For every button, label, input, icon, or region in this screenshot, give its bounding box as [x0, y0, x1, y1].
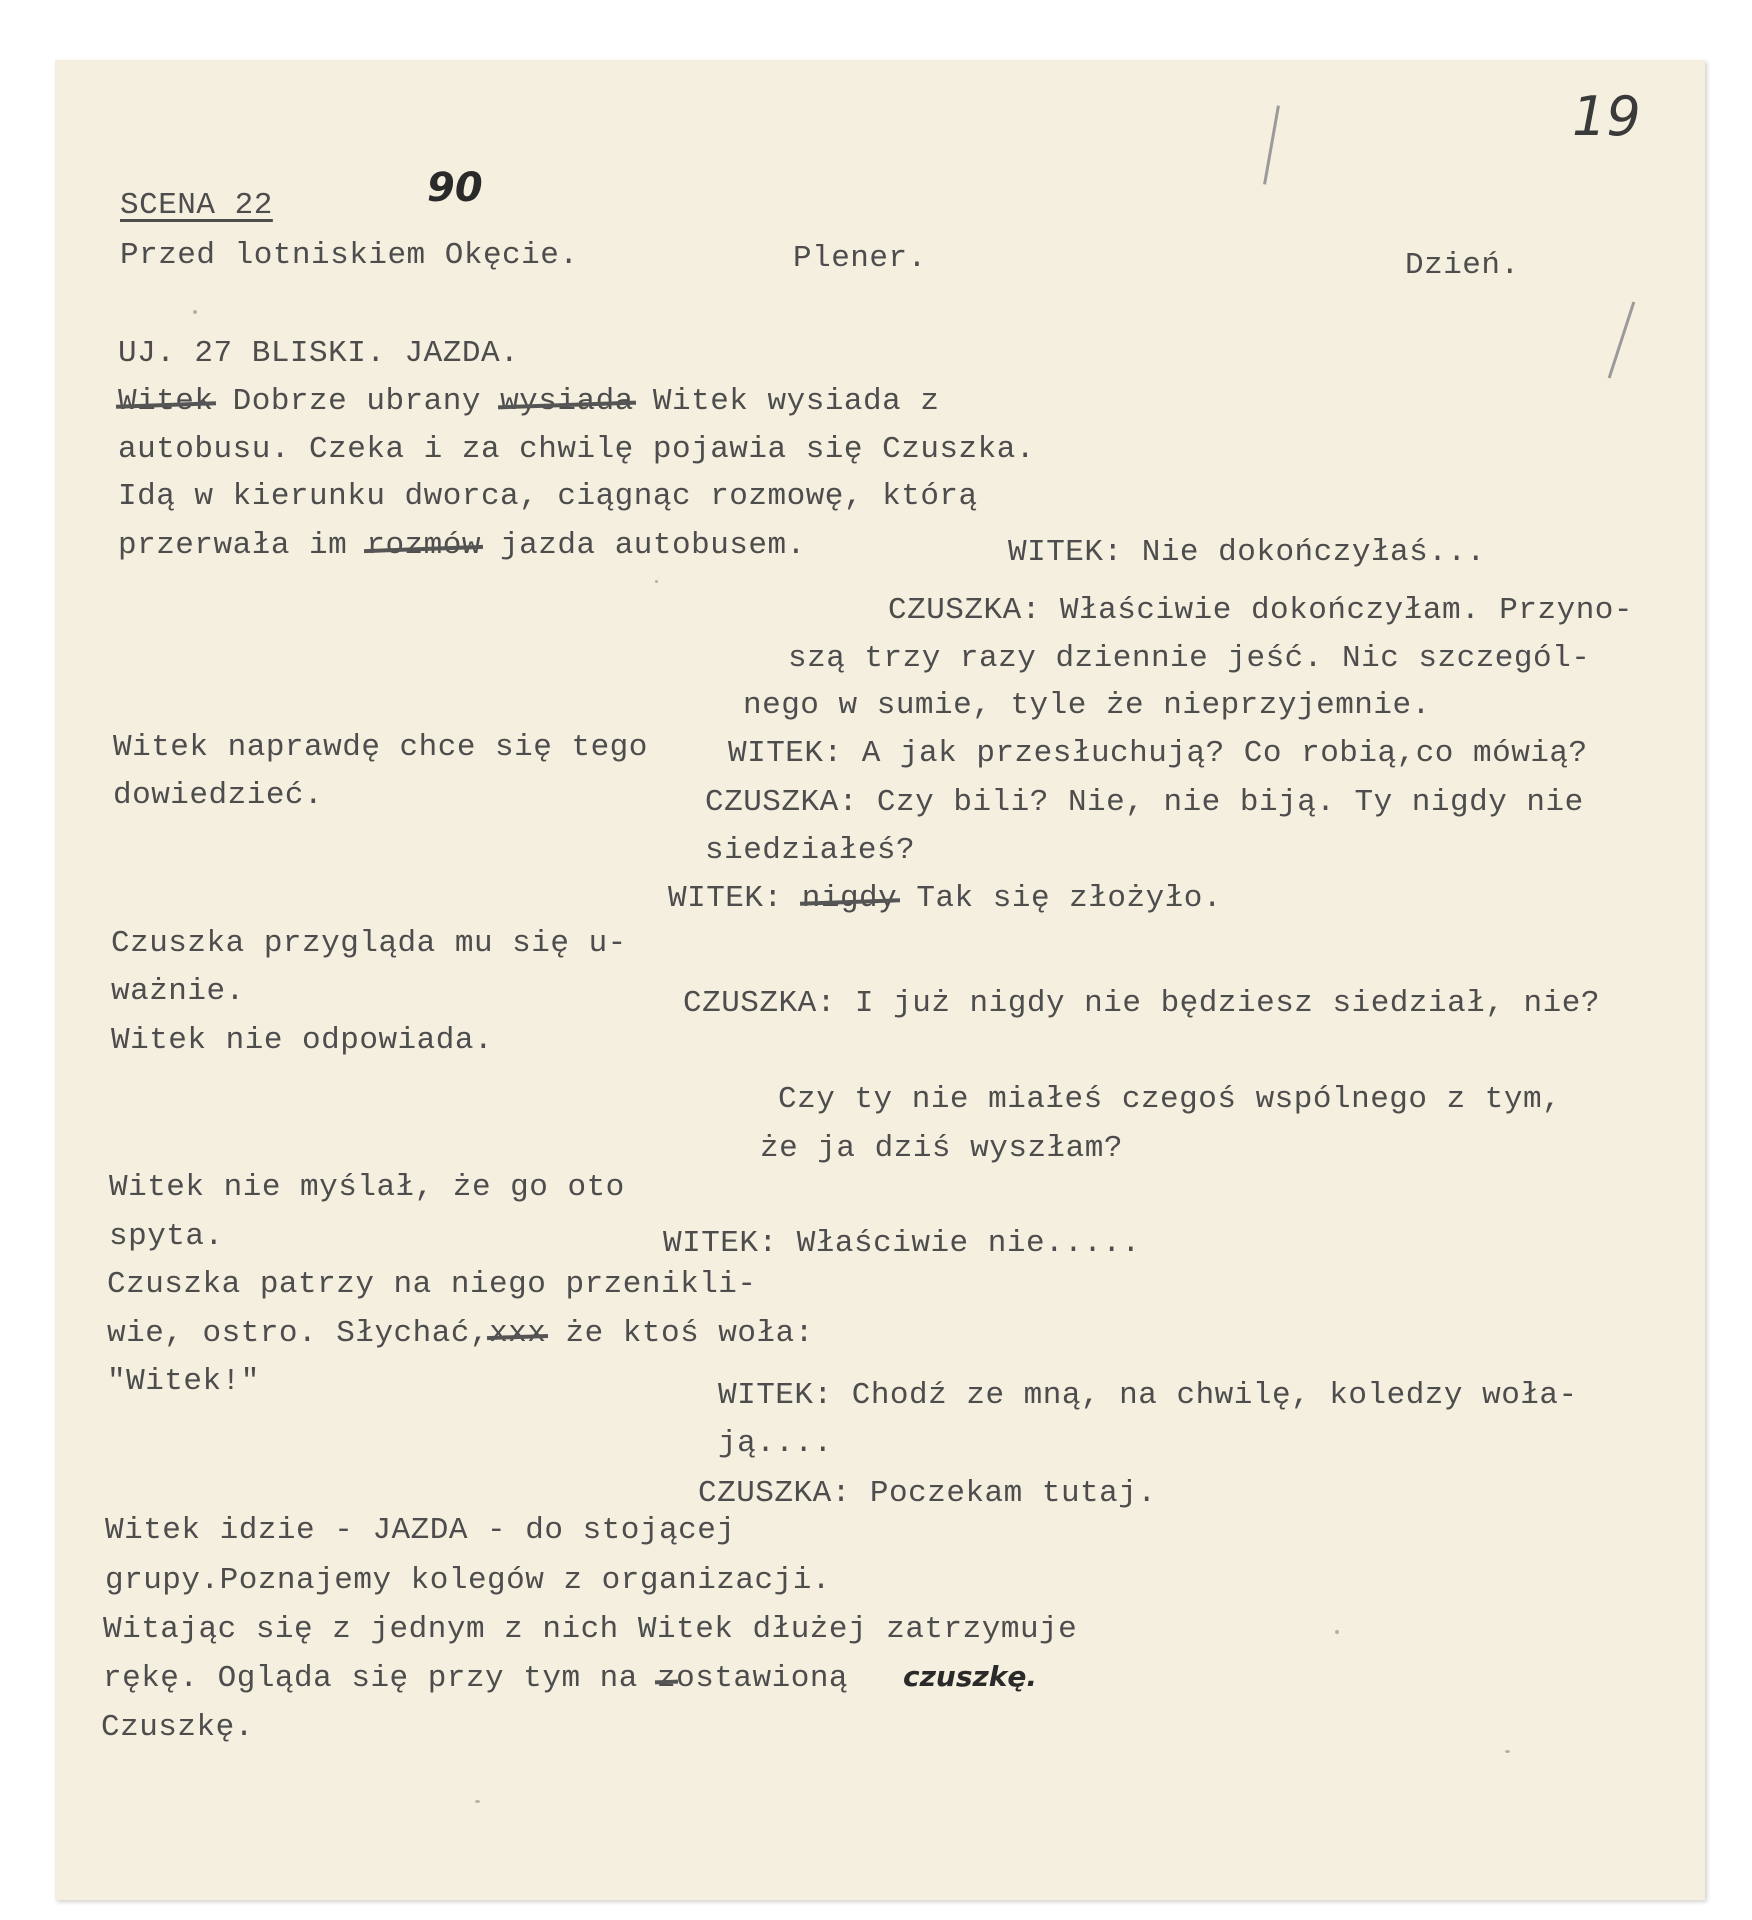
setting: Plener. — [793, 241, 927, 276]
page-number: 19 — [1572, 85, 1641, 148]
dialogue-line: Czy ty nie miałeś czegoś wspólnego z tym, — [778, 1082, 1562, 1117]
action-line: Czuszka przygląda mu się u- — [111, 926, 627, 961]
action-line: Czuszkę. — [101, 1710, 254, 1745]
action-line: ważnie. — [111, 974, 245, 1009]
action-text: Witek wysiada z — [633, 384, 940, 419]
action-line: Czuszka patrzy na niego przenikli- — [107, 1267, 757, 1302]
dialogue-text: Tak się złożyło. — [897, 881, 1223, 916]
speaker-label: WITEK: — [668, 881, 802, 916]
pencil-mark-right — [1608, 301, 1636, 378]
dialogue-line: że ja dziś wyszłam? — [760, 1131, 1123, 1166]
action-line: "Witek!" — [107, 1364, 260, 1399]
paper-speck — [655, 580, 658, 583]
scene-handwritten-number: 90 — [427, 165, 483, 211]
action-line-3: Idą w kierunku dworca, ciągnąc rozmowę, którą — [118, 479, 978, 514]
dialogue-line: szą trzy razy dziennie jeść. Nic szczegól- — [788, 641, 1591, 676]
action-text: Dobrze ubrany — [213, 384, 501, 419]
action-line: Witek idzie - JAZDA - do stojącej — [105, 1513, 736, 1548]
action-text: ostawioną — [676, 1661, 849, 1696]
action-line-2: autobusu. Czeka i za chwilę pojawia się Czuszka. — [118, 432, 1035, 467]
dialogue-line: ją.... — [718, 1426, 833, 1461]
action-line: Witając się z jednym z nich Witek dłużej zatrzymuje — [103, 1612, 1078, 1647]
paper-speck — [1335, 1630, 1339, 1634]
dialogue-line: nego w sumie, tyle że nieprzyjemnie. — [743, 688, 1431, 723]
location: Przed lotniskiem Okęcie. — [120, 238, 579, 273]
struck-text: rozmów — [366, 528, 481, 563]
struck-text: xxx — [489, 1316, 547, 1351]
handwritten-correction: czuszkę. — [903, 1660, 1038, 1693]
struck-text: wysiada — [500, 384, 634, 419]
dialogue-line: WITEK: Nie dokończyłaś... — [1008, 535, 1486, 570]
action-line-1 — [118, 386, 939, 417]
struck-text: nigdy — [801, 881, 898, 916]
dialogue-line: WITEK: Chodź ze mną, na chwilę, koledzy woła- — [718, 1378, 1578, 1413]
action-line: spyta. — [109, 1219, 224, 1254]
struck-text: z — [657, 1661, 677, 1696]
struck-text: Witek — [118, 384, 214, 419]
dialogue-line — [668, 883, 1222, 914]
action-line: dowiedzieć. — [113, 778, 324, 813]
action-text: że ktoś woła: — [546, 1316, 814, 1351]
action-line: Witek nie myślał, że go oto — [109, 1170, 625, 1205]
dialogue-line: CZUSZKA: I już nigdy nie będziesz siedział, nie? — [683, 986, 1600, 1021]
pencil-mark-top — [1263, 105, 1280, 184]
paper-speck — [193, 310, 197, 314]
dialogue-line: CZUSZKA: Właściwie dokończyłam. Przyno- — [888, 593, 1634, 628]
action-line — [103, 1663, 848, 1694]
shot-description: UJ. 27 BLISKI. JAZDA. — [118, 336, 520, 371]
dialogue-line: CZUSZKA: Czy bili? Nie, nie biją. Ty nigdy nie — [705, 785, 1584, 820]
action-line: grupy.Poznajemy kolegów z organizacji. — [105, 1563, 831, 1598]
scene-heading: SCENA 22 — [120, 188, 273, 223]
dialogue-line: siedziałeś? — [705, 833, 916, 868]
time-of-day: Dzień. — [1405, 248, 1520, 283]
paper-sheet — [55, 60, 1705, 1900]
action-line: Witek naprawdę chce się tego — [113, 730, 648, 765]
dialogue-line: WITEK: Właściwie nie..... — [663, 1226, 1141, 1261]
dialogue-line: CZUSZKA: Poczekam tutaj. — [698, 1476, 1157, 1511]
action-text: wie, ostro. Słychać, — [107, 1316, 490, 1351]
action-text: jazda autobusem. — [480, 528, 806, 563]
action-text: przerwała im — [118, 528, 367, 563]
paper-speck — [1505, 1750, 1510, 1753]
action-line: Witek nie odpowiada. — [111, 1023, 494, 1058]
action-line — [107, 1318, 814, 1349]
action-line-4 — [118, 530, 806, 561]
dialogue-line: WITEK: A jak przesłuchują? Co robią,co mówią? — [728, 736, 1588, 771]
paper-speck — [475, 1800, 480, 1803]
action-text: rękę. Ogląda się przy tym na — [103, 1661, 657, 1696]
